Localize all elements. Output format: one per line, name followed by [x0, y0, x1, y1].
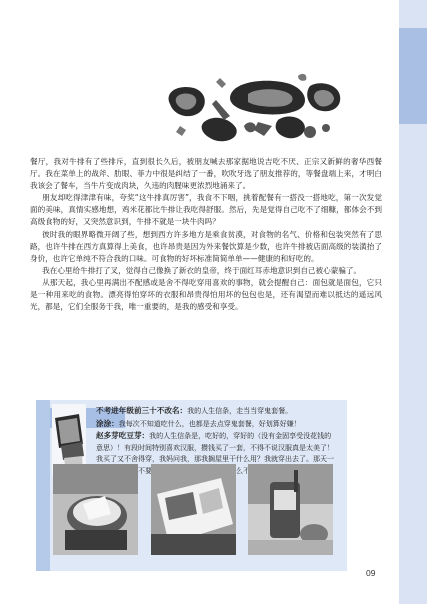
article-paragraph: 我在心里给牛排打了叉，觉得自己像换了新衣的皇帝，终于面红耳赤地意识到自己被心蒙骗了。 — [42, 265, 362, 275]
photo-drink — [248, 464, 333, 555]
article-body — [30, 156, 382, 313]
article-paragraph: 彼时我的眼界略微开阔了些，想到西方许多地方是乘食贫漠，对食物的名气、价格和包装突然有了思路，也许牛排在西方真算得上美食，也许昂贵是因为外来餐饮算是少数，也许牛排被店面高级的装潢抬了身价，也许它单纯不符合我的口味。可食物的好坏标准简简单单——健康的和好吃的。 — [30, 229, 382, 263]
comment-item — [96, 418, 334, 431]
comment-text: 我的人生信条，走当当穿鬼套餐。 — [187, 407, 293, 415]
comment-text: 我的人生信条是，吃好的，穿好的（没有金固享受没花钱的意思）！有段时间特别喜欢汉服，攒钱买了一套，不得不说汉服真是太美了！我买了又不舍得穿，我妈问我，那我搁屋里干什么用？我就穿出去了。那天一 人夸，不要太开心 么不 — [96, 432, 334, 475]
comment-text: 我每次不知道吃什么，也都是去点穿鬼套餐，好划算好嫌！ — [118, 419, 301, 428]
edge-tab — [399, 28, 427, 124]
comment-item — [96, 405, 334, 418]
page-number: 09 — [366, 568, 376, 578]
steak-illustration — [160, 70, 345, 148]
photo-food-bowl — [53, 464, 138, 555]
comment-author: 涂涂： — [96, 418, 119, 428]
comment-author: 不考进年级前三十不改名： — [96, 406, 188, 415]
box-stripe — [36, 400, 50, 571]
article-paragraph: 朋友却吃得津津有味，夸奖“这牛排真厉害”，我食不下咽，挑着配餐有一搭没一搭地吃，第一次发觉面的美味，真情实感地想，鸡米花都比牛排让我吃得舒服。然后，先是觉得自己吃不了细糠，都体会不到高级食物的好，又突然意识到，牛排不就是一块牛肉吗？ — [30, 193, 382, 227]
article-paragraph: 餐厅，我对牛排有了些排斥，直到很长久后，被朋友喊去那家据地说吉吃不厌、正宗又新鲜的奢华西餐厅。我在菜单上的战斧、肋眼、菲力中很是纠结了一番，吹吹牙选了朋友推荐的，等餐盘端上来，才明白我该会了餐车，当牛片变成肉块，久违的肉腥味更浓烈地涌来了。 — [30, 157, 382, 191]
comment-author: 赵多芽吃豆芽： — [96, 431, 150, 441]
article-paragraph: 从那天起，我心里再满出不配感或是舍不得吃穿用喜欢的事物，就会提醒自己：面包就是面包，它只是一种用来吃的食物。漂亮得怕穿坏的衣服和昂贵得怕用坏的包包也是，还有渴望而难以抵达的遥远风光，都是，它们全服务于我，唯一重要的，是我的感受和享受。 — [30, 277, 382, 312]
photo-book — [151, 464, 236, 555]
